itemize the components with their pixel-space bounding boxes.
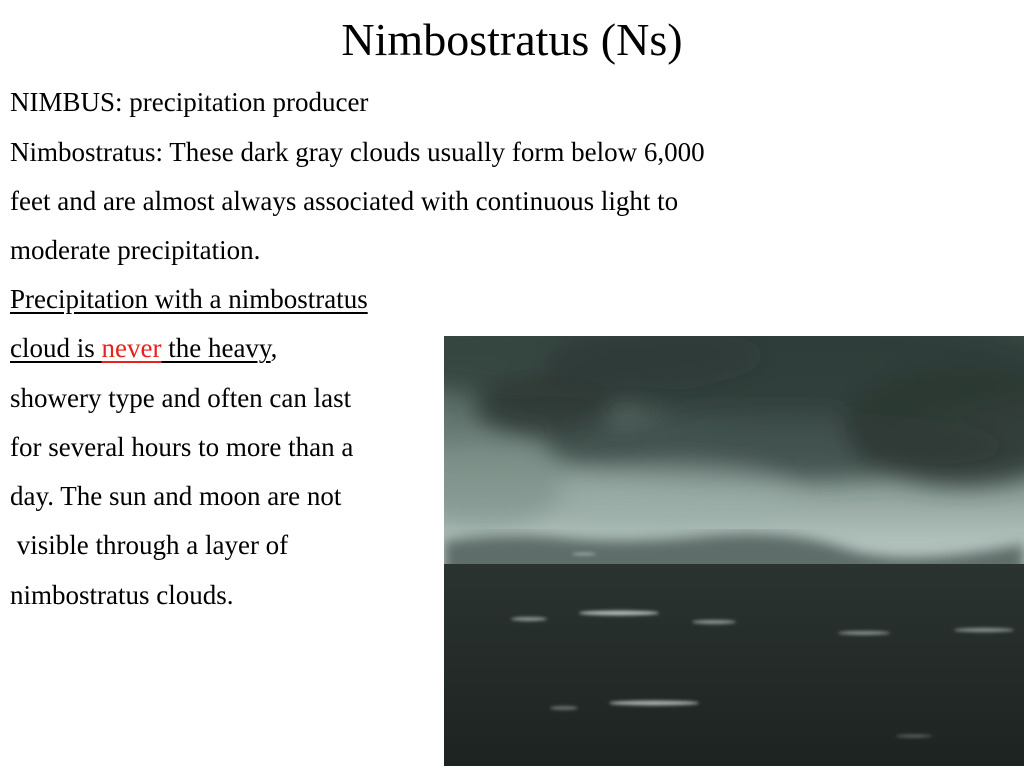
line-description-3: moderate precipitation. <box>10 235 261 265</box>
line-description-1: Nimbostratus: These dark gray clouds usually form below 6,000 <box>10 137 705 167</box>
line-precipitation-5: day. The sun and moon are not <box>10 481 342 511</box>
slide-title: Nimbostratus (Ns) <box>341 14 683 65</box>
line-precipitation-1: Precipitation with a nimbostratus <box>10 284 368 314</box>
line-precipitation-6: visible through a layer of <box>10 530 289 560</box>
text-segment: the heavy <box>161 333 271 363</box>
text-segment: , <box>270 333 278 363</box>
line-description-2: feet and are almost always associated with continuous light to <box>10 186 679 216</box>
emphasis-never: never <box>101 333 162 363</box>
line-precipitation-4: for several hours to more than a <box>10 432 354 462</box>
line-precipitation-2 <box>10 331 277 365</box>
nimbostratus-cloud-photo <box>444 336 1024 766</box>
line-precipitation-3: showery type and often can last <box>10 383 352 413</box>
text-segment: cloud is <box>10 333 102 363</box>
line-nimbus-definition: NIMBUS: precipitation producer <box>10 87 369 117</box>
line-precipitation-7: nimbostratus clouds. <box>10 580 234 610</box>
